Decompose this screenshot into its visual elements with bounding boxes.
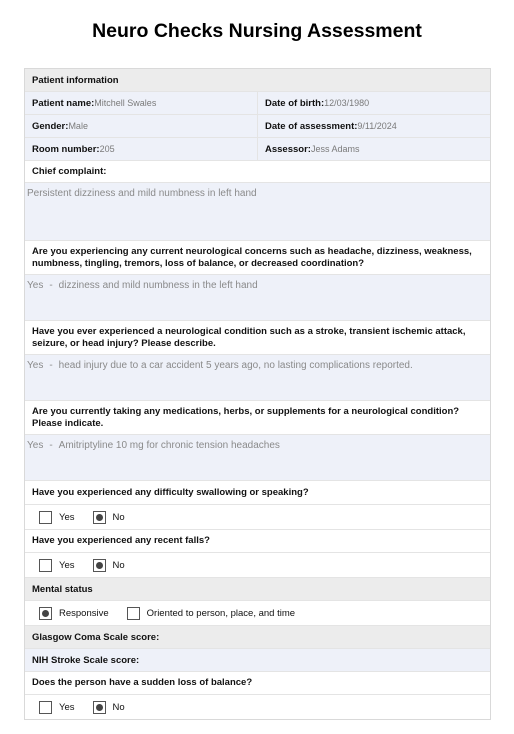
option-no-label: No	[112, 559, 125, 571]
date-of-assessment-field[interactable]	[257, 115, 490, 137]
assessor-label: Assessor:	[265, 143, 311, 155]
room-label: Room number:	[32, 143, 100, 155]
checkbox[interactable]	[39, 511, 52, 524]
mental-status-header: Mental status	[25, 578, 490, 601]
option-responsive[interactable]	[39, 607, 109, 620]
options-swallowing	[25, 505, 490, 530]
options-balance	[25, 695, 490, 719]
option-no-label: No	[112, 701, 125, 713]
option-yes-label: Yes	[59, 559, 75, 571]
doa-label: Date of assessment:	[265, 120, 358, 132]
answer-medications[interactable]: Yes - Amitriptyline 10 mg for chronic tension headaches	[25, 435, 490, 481]
question-swallowing: Have you experienced any difficulty swallowing or speaking?	[25, 481, 490, 505]
option-oriented-label: Oriented to person, place, and time	[146, 607, 296, 619]
patient-row-2	[25, 115, 490, 138]
answer-yes: Yes	[27, 280, 44, 291]
answer-detail: Amitriptyline 10 mg for chronic tension headaches	[58, 440, 280, 451]
chief-complaint-label: Chief complaint:	[25, 161, 490, 183]
chief-complaint-value: Persistent dizziness and mild numbness in left hand	[27, 188, 257, 199]
gender-field[interactable]	[25, 115, 257, 137]
chief-complaint-field[interactable]	[25, 183, 490, 241]
answer-neuro-history[interactable]: Yes - head injury due to a car accident 5 years ago, no lasting complications reported.	[25, 355, 490, 401]
checkbox[interactable]	[39, 701, 52, 714]
checkbox-checked[interactable]	[93, 511, 106, 524]
option-yes[interactable]	[39, 559, 75, 572]
assessor-field[interactable]	[257, 138, 490, 160]
option-yes-label: Yes	[59, 511, 75, 523]
room-value: 205	[99, 144, 115, 154]
option-yes-label: Yes	[59, 701, 75, 713]
assessor-value: Jess Adams	[310, 144, 360, 154]
gender-label: Gender:	[32, 120, 69, 132]
question-medications: Are you currently taking any medications, herbs, or supplements for a neurological condition? Please indicate.	[25, 401, 490, 435]
answer-neuro-concerns[interactable]: Yes - dizziness and mild numbness in the left hand	[25, 275, 490, 321]
option-no[interactable]	[93, 559, 125, 572]
patient-row-1	[25, 92, 490, 115]
gender-value: Male	[68, 121, 88, 131]
checkbox[interactable]	[39, 559, 52, 572]
checkbox-checked[interactable]	[39, 607, 52, 620]
question-falls: Have you experienced any recent falls?	[25, 530, 490, 553]
answer-detail: dizziness and mild numbness in the left hand	[58, 280, 258, 291]
room-number-field[interactable]	[25, 138, 257, 160]
dob-value: 12/03/1980	[324, 98, 370, 108]
checkbox[interactable]	[127, 607, 140, 620]
question-balance: Does the person have a sudden loss of balance?	[25, 672, 490, 695]
patient-row-3	[25, 138, 490, 161]
doa-value: 9/11/2024	[357, 121, 397, 131]
option-no[interactable]	[93, 701, 125, 714]
options-falls	[25, 553, 490, 578]
patient-name-value: Mitchell Swales	[94, 98, 157, 108]
option-yes[interactable]	[39, 511, 75, 524]
answer-detail: head injury due to a car accident 5 years ago, no lasting complications reported.	[58, 360, 413, 371]
dob-label: Date of birth:	[265, 97, 325, 109]
question-neuro-history: Have you ever experienced a neurological condition such as a stroke, transient ischemic attack, seizure, or head injury? Please describe.	[25, 321, 490, 355]
dob-field[interactable]	[257, 92, 490, 114]
page-title: Neuro Checks Nursing Assessment	[92, 20, 422, 42]
assessment-form	[24, 68, 491, 720]
nihss-score-field[interactable]: NIH Stroke Scale score:	[25, 649, 490, 672]
answer-yes: Yes	[27, 440, 44, 451]
option-yes[interactable]	[39, 701, 75, 714]
option-oriented[interactable]	[127, 607, 295, 620]
option-no[interactable]	[93, 511, 125, 524]
gcs-score-field[interactable]: Glasgow Coma Scale score:	[25, 626, 490, 649]
question-neuro-concerns: Are you experiencing any current neurological concerns such as headache, dizziness, weakness, numbness, tingling, tremors, loss of balance, or decreased coordination?	[25, 241, 490, 275]
patient-name-field[interactable]	[25, 92, 257, 114]
checkbox-checked[interactable]	[93, 559, 106, 572]
options-mental-status	[25, 601, 490, 626]
section-header: Patient information	[25, 69, 490, 92]
patient-name-label: Patient name:	[32, 97, 95, 109]
option-responsive-label: Responsive	[59, 607, 109, 619]
option-no-label: No	[112, 511, 125, 523]
answer-yes: Yes	[27, 360, 44, 371]
checkbox-checked[interactable]	[93, 701, 106, 714]
